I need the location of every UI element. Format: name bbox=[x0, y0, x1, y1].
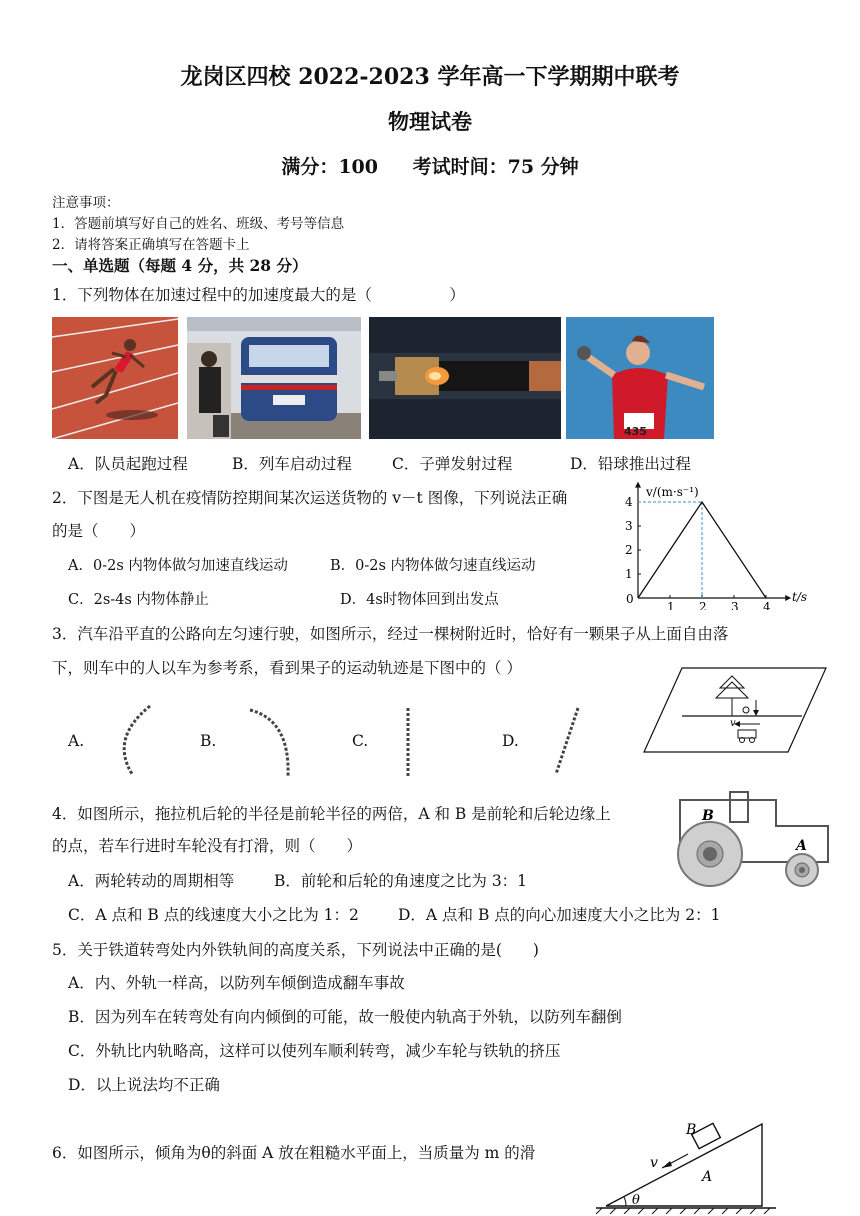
exam-info bbox=[0, 152, 860, 179]
exam-title: 龙岗区四校 2022-2023 学年高一下学期期中联考 bbox=[180, 64, 680, 90]
arrow-down-icon bbox=[753, 710, 759, 716]
q5-option-b: B．因为列车在转弯处有向内倾倒的可能，故一般使内轨高于外轨，以防列车翻倒 bbox=[68, 1008, 622, 1026]
q3-option-b: B. bbox=[200, 732, 217, 750]
bib-number: 435 bbox=[624, 425, 647, 438]
rear-wheel bbox=[678, 822, 742, 886]
q4-stem-line1: 4．如图所示，拖拉机后轮的半径是前轮半径的两倍，A 和 B 是前轮和后轮边缘上 bbox=[52, 805, 611, 823]
bullet-photo bbox=[369, 317, 561, 439]
q5-option-a: A．内、外轨一样高，以防列车倾倒造成翻车事故 bbox=[68, 974, 405, 992]
x-tick-label: 4 bbox=[763, 600, 771, 610]
fig-v-label: v bbox=[730, 718, 736, 729]
q2-option-c: C．2s-4s 内物体静止 bbox=[68, 592, 209, 608]
y-tick-label: 4 bbox=[625, 495, 633, 509]
incline-label-a: A bbox=[702, 1169, 713, 1185]
incline-figure bbox=[592, 1114, 792, 1214]
q3-option-a: A. bbox=[68, 732, 85, 750]
q4-option-d: D．A 点和 B 点的向心加速度大小之比为 2：1 bbox=[398, 906, 721, 924]
q1-option-a: A．队员起跑过程 bbox=[68, 455, 188, 473]
q3-option-d: D. bbox=[502, 732, 519, 750]
q3-option-c: C. bbox=[352, 732, 369, 750]
q3-stem-line1: 3．汽车沿平直的公路向左匀速行驶，如图所示，经过一棵树附近时，恰好有一颗果子从上面自由落 bbox=[52, 625, 729, 643]
note-item-2: 2．请将答案正确填写在答题卡上 bbox=[52, 237, 250, 253]
x-tick-label: 3 bbox=[731, 600, 739, 610]
q4-option-c: C．A 点和 B 点的线速度大小之比为 1：2 bbox=[68, 906, 359, 924]
q2-stem-line1: 2．下图是无人机在疫情防控期间某次运送货物的 v－t 图像，下列说法正确 bbox=[52, 489, 568, 507]
trajectory-b bbox=[250, 710, 288, 776]
tree-icon bbox=[716, 676, 749, 716]
tree-car-figure bbox=[642, 666, 828, 754]
y-axis-arrow-icon bbox=[635, 482, 641, 488]
x-axis-arrow-icon bbox=[785, 595, 791, 601]
q5-option-d: D．以上说法均不正确 bbox=[68, 1076, 220, 1094]
q6-stem: 6．如图所示，倾角为θ的斜面 A 放在粗糙水平面上，当质量为 m 的滑 bbox=[52, 1144, 536, 1162]
note-item-1: 1．答题前填写好自己的姓名、班级、考号等信息 bbox=[52, 216, 345, 232]
y-tick-label: 3 bbox=[625, 519, 633, 533]
q1-option-d: D．铅球推出过程 bbox=[570, 455, 691, 473]
train-photo bbox=[187, 317, 361, 439]
trajectory-d bbox=[556, 708, 578, 774]
tractor-figure bbox=[674, 780, 834, 890]
x-tick-label: 1 bbox=[667, 600, 675, 610]
q2-stem-line2: 的是（ ） bbox=[52, 522, 146, 540]
q1-option-b: B．列车启动过程 bbox=[232, 455, 352, 473]
sprinter-photo bbox=[52, 317, 178, 439]
trajectory-options bbox=[110, 700, 610, 780]
incline-label-v: v bbox=[650, 1155, 658, 1171]
front-wheel bbox=[786, 854, 818, 886]
exam-time: 考试时间：75 分钟 bbox=[412, 156, 579, 178]
car-icon bbox=[738, 730, 756, 743]
q5-option-c: C．外轨比内轨略高，这样可以使列车顺利转弯，减少车轮与铁轨的挤压 bbox=[68, 1042, 561, 1060]
q5-stem: 5．关于铁道转弯处内外铁轨间的高度关系，下列说法中正确的是( ) bbox=[52, 941, 539, 959]
vt-origin: 0 bbox=[626, 592, 634, 606]
label-a: A bbox=[796, 838, 807, 854]
y-tick-label: 2 bbox=[625, 543, 633, 557]
q1-option-c: C．子弹发射过程 bbox=[392, 455, 513, 473]
label-b: B bbox=[702, 808, 714, 824]
y-tick-label: 1 bbox=[625, 567, 633, 581]
incline-label-theta: θ bbox=[632, 1193, 640, 1208]
notes-heading: 注意事项： bbox=[52, 195, 120, 211]
full-score: 满分：100 bbox=[281, 156, 378, 178]
vt-xlabel: t/s bbox=[792, 590, 808, 604]
q3-stem-line2: 下，则车中的人以车为参考系，看到果子的运动轨迹是下图中的（ ） bbox=[52, 659, 522, 677]
q1-stem: 1．下列物体在加速过程中的加速度最大的是（ ） bbox=[52, 286, 465, 304]
q2-option-b: B．0-2s 内物体做匀速直线运动 bbox=[330, 558, 536, 574]
vt-ylabel: v/(m·s⁻¹) bbox=[646, 485, 699, 499]
subject-title: 物理试卷 bbox=[388, 109, 472, 134]
q4-stem-line2: 的点，若车行进时车轮没有打滑，则（ ） bbox=[52, 837, 363, 855]
shot-put-photo bbox=[566, 317, 714, 439]
q2-option-a: A．0-2s 内物体做匀加速直线运动 bbox=[68, 558, 288, 574]
x-tick-label: 2 bbox=[699, 600, 707, 610]
section-heading: 一、单选题（每题 4 分，共 28 分） bbox=[52, 256, 308, 275]
incline-label-b: B bbox=[686, 1122, 697, 1138]
velocity-arrow-icon bbox=[662, 1161, 672, 1168]
vt-chart bbox=[612, 478, 812, 610]
q4-option-a: A．两轮转动的周期相等 bbox=[68, 872, 235, 890]
q4-option-b: B．前轮和后轮的角速度之比为 3：1 bbox=[274, 872, 528, 890]
q2-option-d: D．4s时物体回到出发点 bbox=[340, 592, 499, 608]
trajectory-a bbox=[124, 706, 150, 774]
